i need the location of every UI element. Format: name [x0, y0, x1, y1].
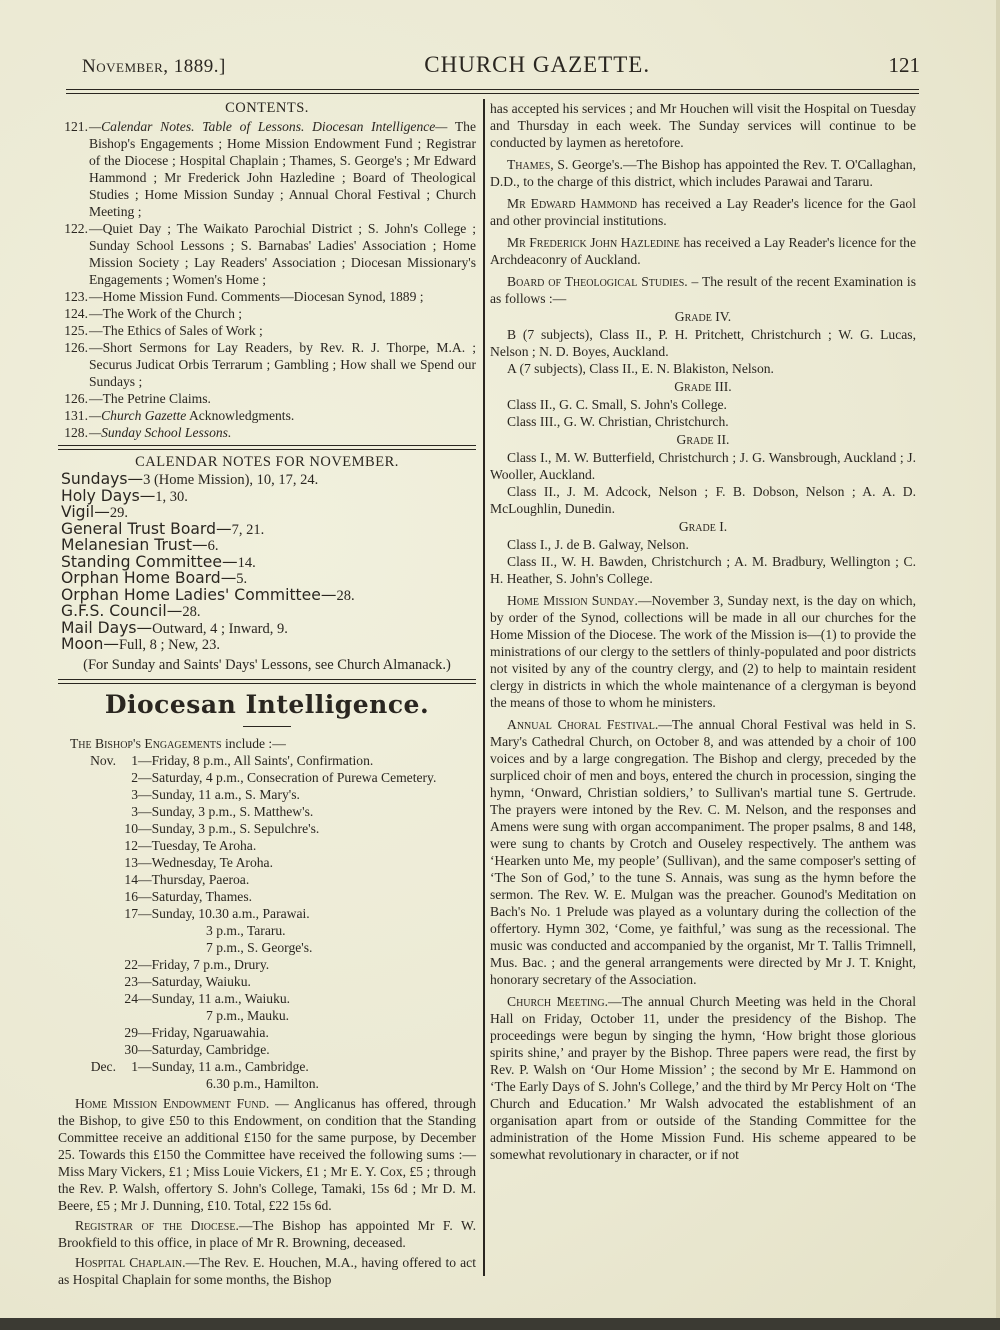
contents-list	[58, 118, 476, 441]
engagement-item: 3 —Sunday, 11 a.m., S. Mary's.	[131, 786, 300, 802]
calendar-item: Standing Committee—14.	[61, 552, 256, 571]
grade-line: Class II., J. M. Adcock, Nelson ; F. B. Dobson, Nelson ; A. A. D. McLoughlin, Dunedin.	[490, 484, 916, 516]
toc-entry: 123. —Home Mission Fund. Comments—Diocesan Synod, 1889 ;	[64, 289, 424, 304]
article-home-mission-sunday: Home Mission Sunday.—November 3, Sunday next, is the day on which, by order of the Synod, collections will be made in all our churches for the Home Mission of the Diocese. The work of the Mission is—(1) to provide the ministrations of our clergy to the settlers of thinly-populated and poor districts not visited by any of the country clergy, and (2) to help to maintain resident clergy in districts in which the whole maintenance of a clergyman is beyond the means of those to whom he ministers.	[490, 593, 916, 710]
engagement-item: 30 —Saturday, Cambridge.	[124, 1041, 270, 1057]
engagement-item: 7 p.m., S. George's.	[206, 939, 313, 955]
header-rule	[66, 89, 919, 94]
toc-entry: 124. —The Work of the Church ;	[64, 306, 243, 321]
column-divider	[483, 99, 485, 1276]
engagement-item: 29 —Friday, Ngaruawahia.	[124, 1024, 269, 1040]
engagement-item: 14 —Thursday, Paeroa.	[124, 871, 250, 887]
engagement-item: 6.30 p.m., Hamilton.	[206, 1075, 319, 1091]
engagement-item: 2 —Saturday, 4 p.m., Consecration of Purewa Cemetery.	[131, 769, 437, 785]
engagement-item: 16 —Saturday, Thames.	[124, 888, 253, 904]
grade-heading: Grade I.	[678, 519, 728, 534]
section-rule	[58, 445, 476, 450]
diocesan-title: Diocesan Intelligence.	[104, 689, 430, 719]
left-column	[58, 100, 476, 1288]
engagement-item: 22 —Friday, 7 p.m., Drury.	[124, 956, 270, 972]
engagement-item: 23 —Saturday, Waiuku.	[124, 973, 251, 989]
toc-entry: 131. —Church Gazette Acknowledgments.	[64, 408, 295, 423]
article-continuation: has accepted his services ; and Mr Houchen will visit the Hospital on Tuesday and Thursday in each week. The Sunday services will continue to be conducted by laymen as heretofore.	[490, 101, 916, 150]
article-thames: Thames, S. George's.—The Bishop has appointed the Rev. T. O'Callaghan, D.D., to the charge of this district, which includes Parawai and Tararu.	[490, 157, 916, 189]
engagement-item: 3 —Sunday, 3 p.m., S. Matthew's.	[131, 803, 314, 819]
grade-line: A (7 subjects), Class II., E. N. Blakiston, Nelson.	[507, 361, 774, 376]
engagement-item: 24 —Sunday, 11 a.m., Waiuku.	[124, 990, 291, 1006]
grade-line: Class I., J. de B. Galway, Nelson.	[507, 537, 689, 552]
engagement-item: 7 p.m., Mauku.	[206, 1007, 290, 1023]
calendar-item: Vigil—29.	[61, 503, 128, 521]
calendar-item: General Trust Board—7, 21.	[61, 519, 265, 538]
article-home-mission-endowment: Home Mission Endowment Fund. — Anglicanus has offered, through the Bishop, to give £50 to this Endowment, on condition that the Standing Committee receive an additional £150 for the same purpose, by December 25. Towards this £150 the Committee have received the following sums :—Miss Mary Vickers, £1 ; Miss Louie Vickers, £1 ; Mr E. Y. Cox, £5 ; through the Rev. P. Walsh, offertory S. John's College, Tamaki, 15s 6d ; Mr D. M. Beere, £5 ; Mr J. Dunning, £10. Total, £22 15s 6d.	[58, 1095, 476, 1213]
article-edward-hammond: Mr Edward Hammond has received a Lay Reader's licence for the Gaol and other provincial institutions.	[490, 196, 916, 228]
engagement-item: 10 —Sunday, 3 p.m., S. Sepulchre's.	[124, 820, 320, 836]
toc-entry: 126. —The Petrine Claims.	[64, 391, 211, 406]
article-church-meeting: Church Meeting.—The annual Church Meeting was held in the Choral Hall on Friday, October 11, under the presidency of the Bishop. The proceedings were begun by singing the hymn, ‘How bright those glorious spirits shine,’ and prayer by the Bishop. Three papers were read, the first by Rev. P. Walsh on ‘Our Home Mission’ ; the second by Mr E. Hammond on ‘The Early Days of S. John's College,’ and the third by Mr Percy Holt on ‘The Church and Education.’ Mr Walsh advocated the establishment of an organisation apart from or outside of the Standing Committee for the administration of the Home Mission Fund. His scheme appeared to be somewhat revolutionary in character, or if not	[490, 994, 916, 1162]
header-date: November, 1889.]	[82, 56, 226, 77]
calendar-title: CALENDAR NOTES FOR NOVEMBER.	[135, 454, 399, 470]
article-theological-studies: Board of Theological Studies. – The result of the recent Examination is as follows :—	[490, 274, 916, 306]
grade-heading: Grade II.	[676, 432, 730, 447]
calendar-item: Mail Days—Outward, 4 ; Inward, 9.	[61, 618, 288, 637]
toc-entry: 121. —Calendar Notes. Table of Lessons. Diocesan Intelligence— The Bishop's Engagements ; Home Mission Endowment Fund ; Registrar of the Diocese ; Hospital Chaplain ; Thames, S. George's ; Mr Edward Hammond ; Mr Frederick John Hazledine ; Board of Theological Studies ; Home Mission Sunday ; Annual Choral Festival ; Church Meeting ;	[64, 119, 476, 219]
grade-line: Class I., M. W. Butterfield, Christchurch ; J. G. Wansbrough, Auckland ; J. Wooller, Auckland.	[490, 450, 916, 482]
engagement-item: Nov. 1 —Friday, 8 p.m., All Saints', Confirmation.	[90, 752, 374, 768]
engagement-item: Dec. 1 —Sunday, 11 a.m., Cambridge.	[90, 1058, 309, 1074]
contents-title: CONTENTS.	[225, 100, 309, 116]
calendar-note: (For Sunday and Saints' Days' Lessons, see Church Almanack.)	[83, 656, 451, 673]
page-bottom-edge	[0, 1318, 1000, 1330]
grade-line: Class III., G. W. Christian, Christchurch.	[507, 414, 729, 429]
calendar-item: Melanesian Trust—6.	[61, 536, 219, 554]
grade-line: Class II., W. H. Bawden, Christchurch ; A. M. Bradbury, Wellington ; C. H. Heather, S. John's College.	[490, 554, 916, 586]
right-column	[490, 100, 916, 1163]
title-rule	[243, 726, 291, 727]
calendar-item: Orphan Home Ladies' Committee—28.	[61, 585, 355, 604]
toc-entry: 126. —Short Sermons for Lay Readers, by Rev. R. J. Thorpe, M.A. ; Securus Judicat Orbis Terrarum ; Gambling ; How shall we Spend our Sundays ;	[64, 340, 476, 389]
calendar-item: Orphan Home Board—5.	[61, 569, 248, 587]
grade-line: B (7 subjects), Class II., P. H. Pritchett, Christchurch ; W. G. Lucas, Nelson ; N. D. Boyes, Auckland.	[490, 327, 916, 359]
engagements-heading: The Bishop's Engagements include :—	[70, 735, 286, 751]
calendar-item: G.F.S. Council—28.	[61, 602, 201, 620]
page-header	[82, 52, 922, 82]
toc-entry: 122. —Quiet Day ; The Waikato Parochial District ; S. John's College ; Sunday School Lessons ; S. Barnabas' Ladies' Association ; Home Mission Society ; Lay Readers' Association ; Diocesan Missionary's Engagements ; Women's Home ;	[64, 221, 476, 287]
calendar-list	[58, 472, 476, 654]
grade-heading: Grade III.	[674, 379, 732, 394]
toc-entry: 128. —Sunday School Lessons.	[64, 425, 232, 440]
grade-heading: Grade IV.	[674, 309, 732, 324]
engagement-item: 12 —Tuesday, Te Aroha.	[124, 837, 257, 853]
article-choral-festival: Annual Choral Festival.—The annual Choral Festival was held in S. Mary's Cathedral Church, on October 8, and was attended by a choir of 100 voices and by a large congregation. The Bishop and clergy, preceded by the surpliced choir of men and boys, entered the church in procession, singing the hymn, ‘Onward, Christian soldiers,’ to Sullivan's martial tune S. Gertrude. The prayers were intoned by the Rev. C. M. Nelson, and the responses and Amens were sung with organ accompaniment. The proper psalms, 8 and 148, were sung to chants by Crotch and Ouseley respectively. The anthem was ‘Hearken unto Me, my people’ (Sullivan), and the same composer's setting of ‘The Son of God,’ to the tune S. Annais, was sung as the hymn before the sermon. The Rev. W. E. Mulgan was the preacher. Gounod's Meditation on Bach's No. 1 Prelude was played as a voluntary during the collection of the offertory. Hymn 302, ‘Come, ye faithful,’ was sung as the recessional. The music was conducted and accompanied by the organist, Mr T. Tallis Trimnell, Mus. Bac. ; and the general arrangements were directed by Mr J. T. Knight, honorary secretary of the Association.	[490, 717, 916, 987]
article-frederick-hazledine: Mr Frederick John Hazledine has received a Lay Reader's licence for the Archdeaconry of Auckland.	[490, 235, 917, 267]
header-title: CHURCH GAZETTE.	[424, 52, 651, 77]
engagement-item: 13 —Wednesday, Te Aroha.	[124, 854, 273, 870]
engagement-item: 17 —Sunday, 10.30 a.m., Parawai.	[124, 905, 310, 921]
page-edge	[996, 0, 1000, 1330]
calendar-item: Moon—Full, 8 ; New, 23.	[61, 635, 220, 653]
page-number: 121	[888, 53, 920, 77]
engagements-list	[58, 752, 476, 1092]
section-rule	[58, 679, 476, 684]
calendar-item: Sundays—3 (Home Mission), 10, 17, 24.	[61, 470, 319, 488]
article-hospital-chaplain: Hospital Chaplain.—The Rev. E. Houchen, M.A., having offered to act as Hospital Chaplain for some months, the Bishop	[58, 1254, 476, 1287]
article-registrar: Registrar of the Diocese.—The Bishop has appointed Mr F. W. Brookfield to this office, in place of Mr R. Browning, deceased.	[58, 1217, 477, 1250]
engagement-item: 3 p.m., Tararu.	[206, 922, 286, 938]
calendar-item: Holy Days—1, 30.	[61, 486, 188, 505]
grade-line: Class II., G. C. Small, S. John's College.	[507, 397, 727, 412]
toc-entry: 125. —The Ethics of Sales of Work ;	[64, 323, 263, 338]
